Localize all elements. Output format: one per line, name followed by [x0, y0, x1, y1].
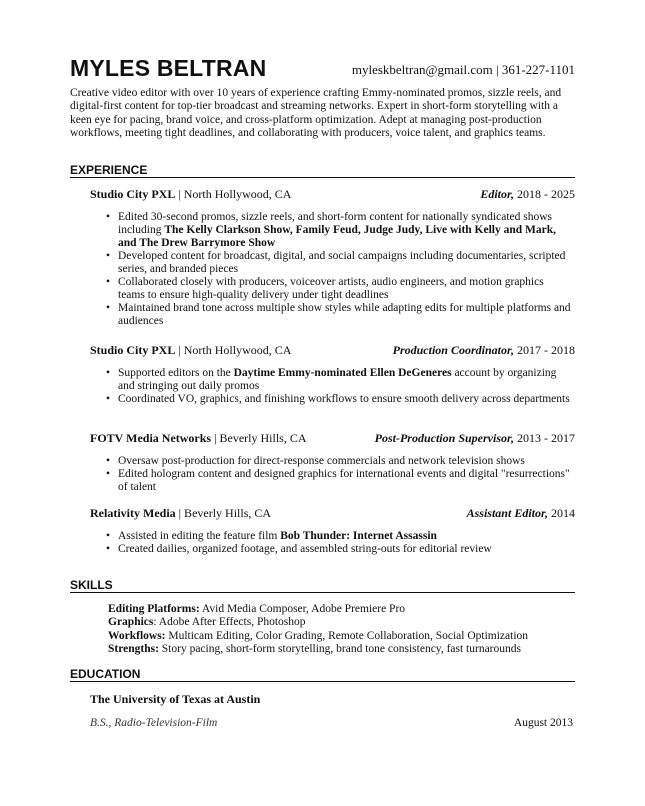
job-header: [90, 506, 575, 520]
skills-heading: SKILLS: [70, 578, 113, 592]
job-role-dates: [375, 431, 575, 445]
job-company: Studio City PXL: [90, 187, 176, 201]
job-role: Editor,: [480, 187, 514, 201]
job-dates: 2018 - 2025: [514, 187, 575, 201]
job-header: [90, 343, 575, 357]
job-dates: 2013 - 2017: [514, 431, 575, 445]
bullet-item: • Collaborated closely with producers, voiceover artists, audio engineers, and motion graphics teams to ensure high-quality delivery under tight deadlines: [104, 276, 572, 302]
education-heading: EDUCATION: [70, 667, 141, 681]
job-bullets: [104, 455, 572, 494]
skills-list: [108, 603, 573, 656]
candidate-name: MYLES BELTRAN: [70, 55, 267, 81]
education-divider: [70, 681, 575, 682]
job-dates: 2014: [548, 506, 575, 520]
job-location: | Beverly Hills, CA: [175, 506, 272, 520]
bullet-item: • Developed content for broadcast, digital, and social campaigns including documentaries, scripted series, and branded pieces: [104, 250, 572, 276]
bullet-item: • Created dailies, organized footage, and assembled string-outs for editorial review: [104, 543, 572, 556]
school-name: The University of Texas at Austin: [90, 692, 261, 706]
bullet-item: • Edited 30-second promos, sizzle reels, and short-form content for nationally syndicated shows including The Kelly Clarkson Show, Family Feud, Judge Judy, Live with Kelly and Mark, and The Drew Barrymore Show: [104, 211, 572, 250]
skill-line: Editing Platforms: Avid Media Composer, Adobe Premiere Pro: [108, 603, 406, 615]
job-location: | North Hollywood, CA: [175, 343, 292, 357]
job-location: | Beverly Hills, CA: [211, 431, 307, 445]
bullet-item: • Assisted in editing the feature film Bob Thunder: Internet Assassin: [104, 530, 572, 543]
job-header: [90, 187, 575, 201]
job-company: FOTV Media Networks: [90, 431, 212, 445]
skill-line: Graphics: Adobe After Effects, Photoshop: [108, 616, 306, 629]
job-company: Studio City PXL: [90, 343, 176, 357]
job-role: Production Coordinator,: [392, 343, 514, 357]
skills-divider: [70, 592, 575, 593]
job-bullets: [104, 211, 572, 328]
contact-info: myleskbeltran@gmail.com | 361-227-1101: [351, 62, 575, 77]
job-role: Assistant Editor,: [466, 506, 548, 520]
job-role-dates: [393, 343, 575, 357]
job-bullets: [104, 367, 572, 406]
bullet-item: • Edited hologram content and designed graphics for international events and digital "resurrections" of talent: [104, 468, 572, 494]
summary-paragraph: Creative video editor with over 10 years of experience crafting Emmy-nominated promos, sizzle reels, and digital-first content for top-tier broadcast and streaming networks. Expert in short-form storytelling with a keen eye for pacing, brand voice, and cross-platform optimization. Adept at managing post-production workflows, meeting tight deadlines, and collaborating with producers, voice talent, and graphics teams.: [70, 87, 562, 139]
bullet-item: • Coordinated VO, graphics, and finishing workflows to ensure smooth delivery across departments: [104, 393, 572, 406]
degree: B.S., Radio-Television-Film: [90, 717, 218, 729]
bullet-item: • Maintained brand tone across multiple show styles while adapting edits for multiple platforms and audiences: [104, 302, 572, 328]
job-bullets: [104, 530, 572, 556]
bullet-item: • Oversaw post-production for direct-response commercials and network television shows: [104, 455, 572, 468]
job-dates: 2017 - 2018: [514, 343, 575, 357]
job-role: Post-Production Supervisor,: [374, 431, 514, 445]
job-role-dates: [480, 187, 575, 201]
graduation-date: August 2013: [513, 717, 573, 729]
job-role-dates: [467, 506, 575, 520]
skill-line: Strengths: Story pacing, short-form storytelling, brand tone consistency, fast turnarounds: [108, 642, 521, 655]
job-company: Relativity Media: [90, 506, 176, 520]
job-header: [90, 431, 575, 445]
bullet-item: • Supported editors on the Daytime Emmy-nominated Ellen DeGeneres account by organizing and stringing out daily promos: [104, 367, 572, 393]
skill-line: Workflows: Multicam Editing, Color Grading, Remote Collaboration, Social Optimization: [108, 629, 529, 642]
experience-heading: EXPERIENCE: [70, 163, 148, 177]
experience-divider: [70, 177, 575, 178]
job-location: | North Hollywood, CA: [175, 187, 292, 201]
